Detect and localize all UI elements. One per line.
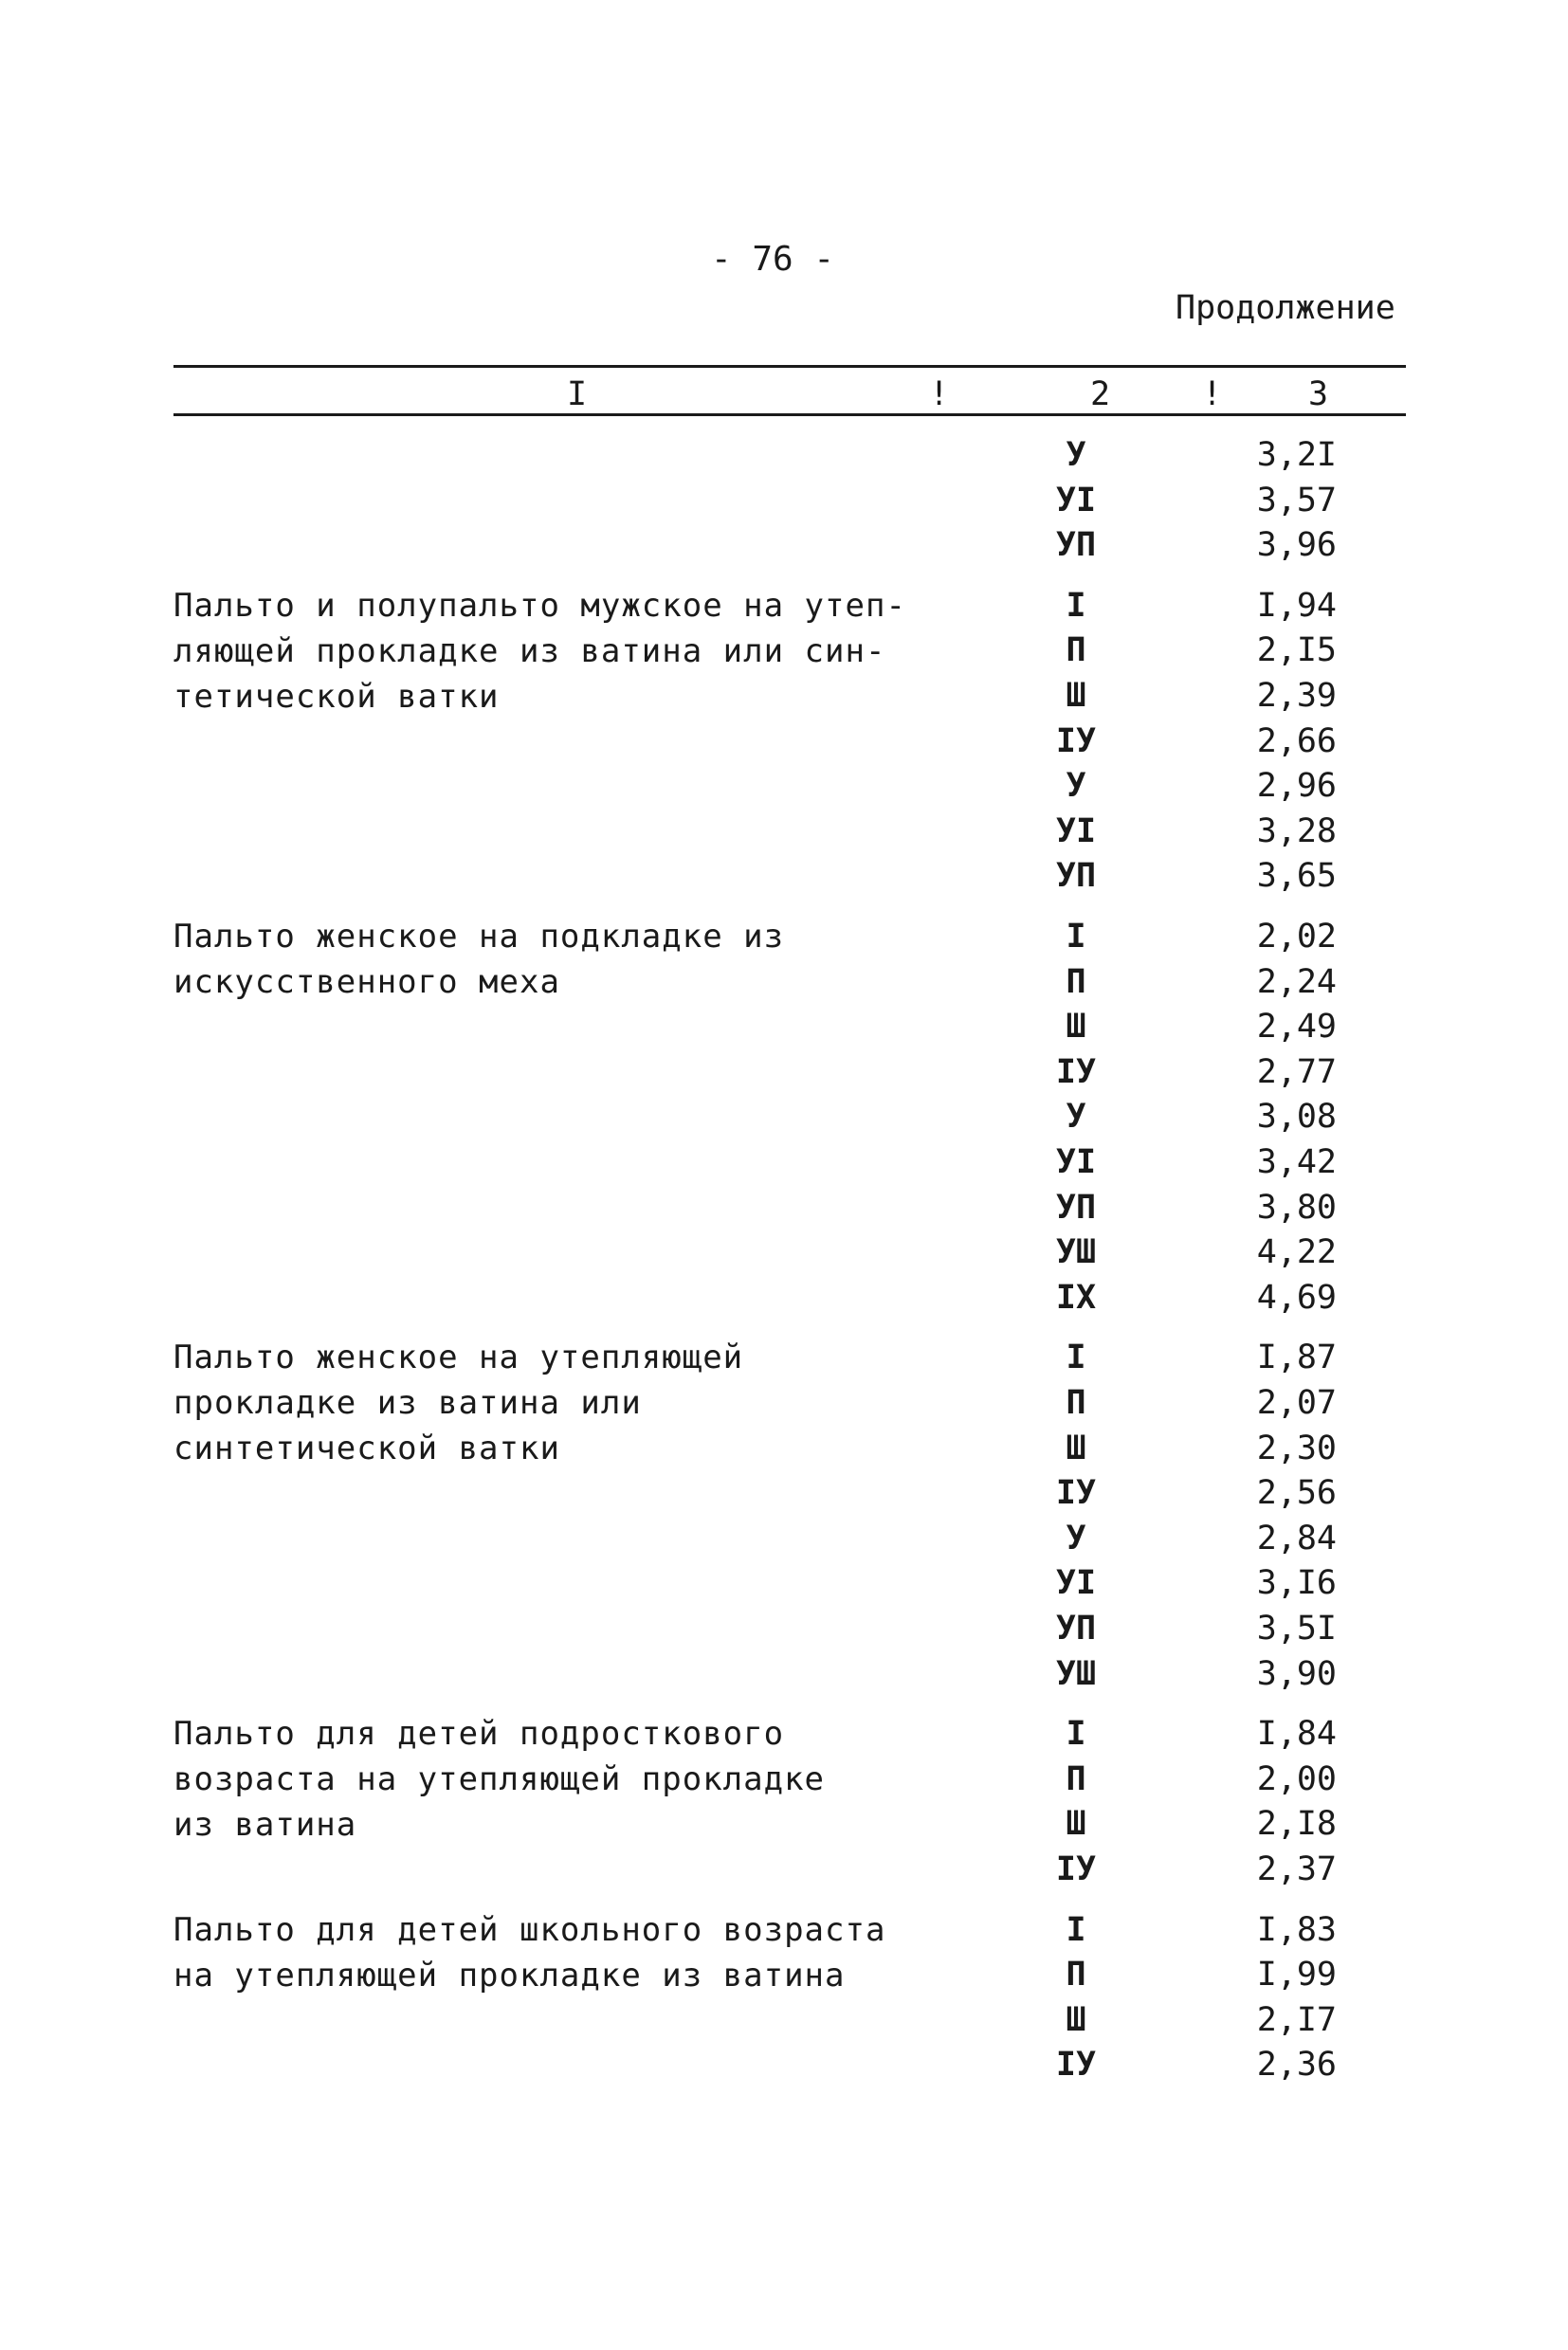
table-row (0, 914, 1568, 959)
value-cell: 2,I7 (1256, 2000, 1337, 2039)
size-group-cell: УI (1055, 1564, 1097, 1603)
size-group-cell: IУ (1055, 2046, 1097, 2085)
size-group-cell: I (1066, 1339, 1086, 1377)
column-header-2: 2 (1090, 375, 1111, 413)
table-row (0, 959, 1568, 1005)
size-group-cell: УI (1055, 481, 1097, 519)
size-group-cell: Ш (1066, 1008, 1086, 1047)
size-group-cell: У (1066, 767, 1086, 806)
value-cell: 4,69 (1256, 1278, 1337, 1317)
size-group-cell: УI (1055, 1143, 1097, 1181)
table-row (0, 1049, 1568, 1095)
column-separator-1: ! (929, 375, 950, 413)
description-line: на утепляющей прокладке из ватина (173, 1956, 846, 1995)
value-cell: I,94 (1256, 586, 1337, 625)
table-row (0, 1651, 1568, 1697)
value-cell: 2,49 (1256, 1008, 1337, 1047)
value-cell: 3,65 (1256, 857, 1337, 896)
value-cell: 2,56 (1256, 1474, 1337, 1513)
value-cell: 3,I6 (1256, 1564, 1337, 1603)
value-cell: 3,80 (1256, 1188, 1337, 1227)
table-row (0, 1380, 1568, 1426)
description-line: из ватина (173, 1806, 357, 1845)
size-group-cell: П (1066, 1956, 1086, 1995)
table-row (0, 1139, 1568, 1185)
size-group-cell: Ш (1066, 1429, 1086, 1467)
value-cell: I,99 (1256, 1956, 1337, 1995)
value-cell: 2,84 (1256, 1519, 1337, 1558)
table-row (0, 478, 1568, 523)
table-row (0, 1470, 1568, 1516)
description-line: прокладке из ватина или (173, 1384, 642, 1423)
description-line: возраста на утепляющей прокладке (173, 1760, 826, 1799)
table-row (0, 1004, 1568, 1049)
size-group-cell: УШ (1055, 1654, 1097, 1693)
size-group-cell: I (1066, 918, 1086, 956)
size-group-cell: IX (1055, 1278, 1097, 1317)
table-row (0, 2042, 1568, 2087)
table-row (0, 1560, 1568, 1606)
size-group-cell: I (1066, 586, 1086, 625)
size-group-cell: IУ (1055, 1474, 1097, 1513)
table-row (0, 1426, 1568, 1471)
value-cell: 2,02 (1256, 918, 1337, 956)
value-cell: 3,90 (1256, 1654, 1337, 1693)
value-cell: 2,96 (1256, 767, 1337, 806)
table-row (0, 1516, 1568, 1561)
table-row (0, 1757, 1568, 1802)
size-group-cell: УП (1055, 1610, 1097, 1648)
size-group-cell: УШ (1055, 1233, 1097, 1272)
size-group-cell: У (1066, 1098, 1086, 1137)
value-cell: 3,5I (1256, 1610, 1337, 1648)
value-cell: 3,42 (1256, 1143, 1337, 1181)
size-group-cell: Ш (1066, 677, 1086, 715)
description-line: тетической ватки (173, 677, 500, 716)
size-group-cell: П (1066, 962, 1086, 1001)
table-row (0, 628, 1568, 673)
table-row (0, 1952, 1568, 1997)
value-cell: 3,96 (1256, 526, 1337, 565)
value-cell: 2,66 (1256, 721, 1337, 760)
continuation-label: Продолжение (1176, 289, 1395, 327)
table-row (0, 853, 1568, 899)
table-top-rule (173, 365, 1406, 368)
description-line: Пальто для детей подросткового (173, 1715, 785, 1754)
size-group-cell: I (1066, 1715, 1086, 1754)
description-line: синтетической ватки (173, 1430, 560, 1468)
description-line: Пальто для детей школьного возраста (173, 1910, 886, 1949)
table-row (0, 1606, 1568, 1651)
table-row (0, 1711, 1568, 1757)
size-group-cell: У (1066, 436, 1086, 474)
table-row (0, 1094, 1568, 1139)
column-header-3: 3 (1308, 375, 1329, 413)
column-separator-2: ! (1202, 375, 1223, 413)
value-cell: 3,2I (1256, 436, 1337, 474)
value-cell: I,83 (1256, 1910, 1337, 1949)
size-group-cell: П (1066, 1759, 1086, 1798)
table-row (0, 719, 1568, 764)
value-cell: 2,30 (1256, 1429, 1337, 1467)
size-group-cell: УI (1055, 811, 1097, 850)
value-cell: 3,57 (1256, 481, 1337, 519)
table-row (0, 1230, 1568, 1275)
size-group-cell: У (1066, 1519, 1086, 1558)
value-cell: 2,00 (1256, 1759, 1337, 1798)
value-cell: I,87 (1256, 1339, 1337, 1377)
table-row (0, 1801, 1568, 1847)
value-cell: I,84 (1256, 1715, 1337, 1754)
table-header-rule (173, 413, 1406, 416)
table-row (0, 583, 1568, 628)
table-row (0, 432, 1568, 478)
size-group-cell: IУ (1055, 721, 1097, 760)
table-row (0, 673, 1568, 719)
table-row (0, 763, 1568, 809)
size-group-cell: IУ (1055, 1850, 1097, 1888)
table-row (0, 1907, 1568, 1953)
value-cell: 2,I5 (1256, 631, 1337, 670)
description-line: Пальто и полупальто мужское на утеп- (173, 586, 906, 625)
description-line: Пальто женское на подкладке из (173, 918, 785, 956)
size-group-cell: УП (1055, 526, 1097, 565)
description-line: искусственного меха (173, 963, 560, 1001)
value-cell: 3,28 (1256, 811, 1337, 850)
table-row (0, 1847, 1568, 1892)
table-row (0, 1275, 1568, 1321)
value-cell: 2,39 (1256, 677, 1337, 715)
value-cell: 2,37 (1256, 1850, 1337, 1888)
size-group-cell: П (1066, 1384, 1086, 1422)
size-group-cell: Ш (1066, 2000, 1086, 2039)
value-cell: 3,08 (1256, 1098, 1337, 1137)
column-header-1: I (567, 375, 588, 413)
size-group-cell: П (1066, 631, 1086, 670)
description-line: ляющей прокладке из ватина или син- (173, 631, 886, 670)
value-cell: 2,24 (1256, 962, 1337, 1001)
size-group-cell: I (1066, 1910, 1086, 1949)
size-group-cell: УП (1055, 857, 1097, 896)
description-line: Пальто женское на утепляющей (173, 1339, 744, 1377)
page-number: - 76 - (711, 240, 835, 279)
value-cell: 4,22 (1256, 1233, 1337, 1272)
size-group-cell: IУ (1055, 1052, 1097, 1091)
value-cell: 2,36 (1256, 2046, 1337, 2085)
table-row (0, 1185, 1568, 1230)
table-row (0, 1335, 1568, 1380)
size-group-cell: УП (1055, 1188, 1097, 1227)
table-row (0, 522, 1568, 568)
value-cell: 2,I8 (1256, 1805, 1337, 1844)
size-group-cell: Ш (1066, 1805, 1086, 1844)
table-row (0, 1997, 1568, 2043)
value-cell: 2,07 (1256, 1384, 1337, 1422)
value-cell: 2,77 (1256, 1052, 1337, 1091)
table-row (0, 809, 1568, 854)
